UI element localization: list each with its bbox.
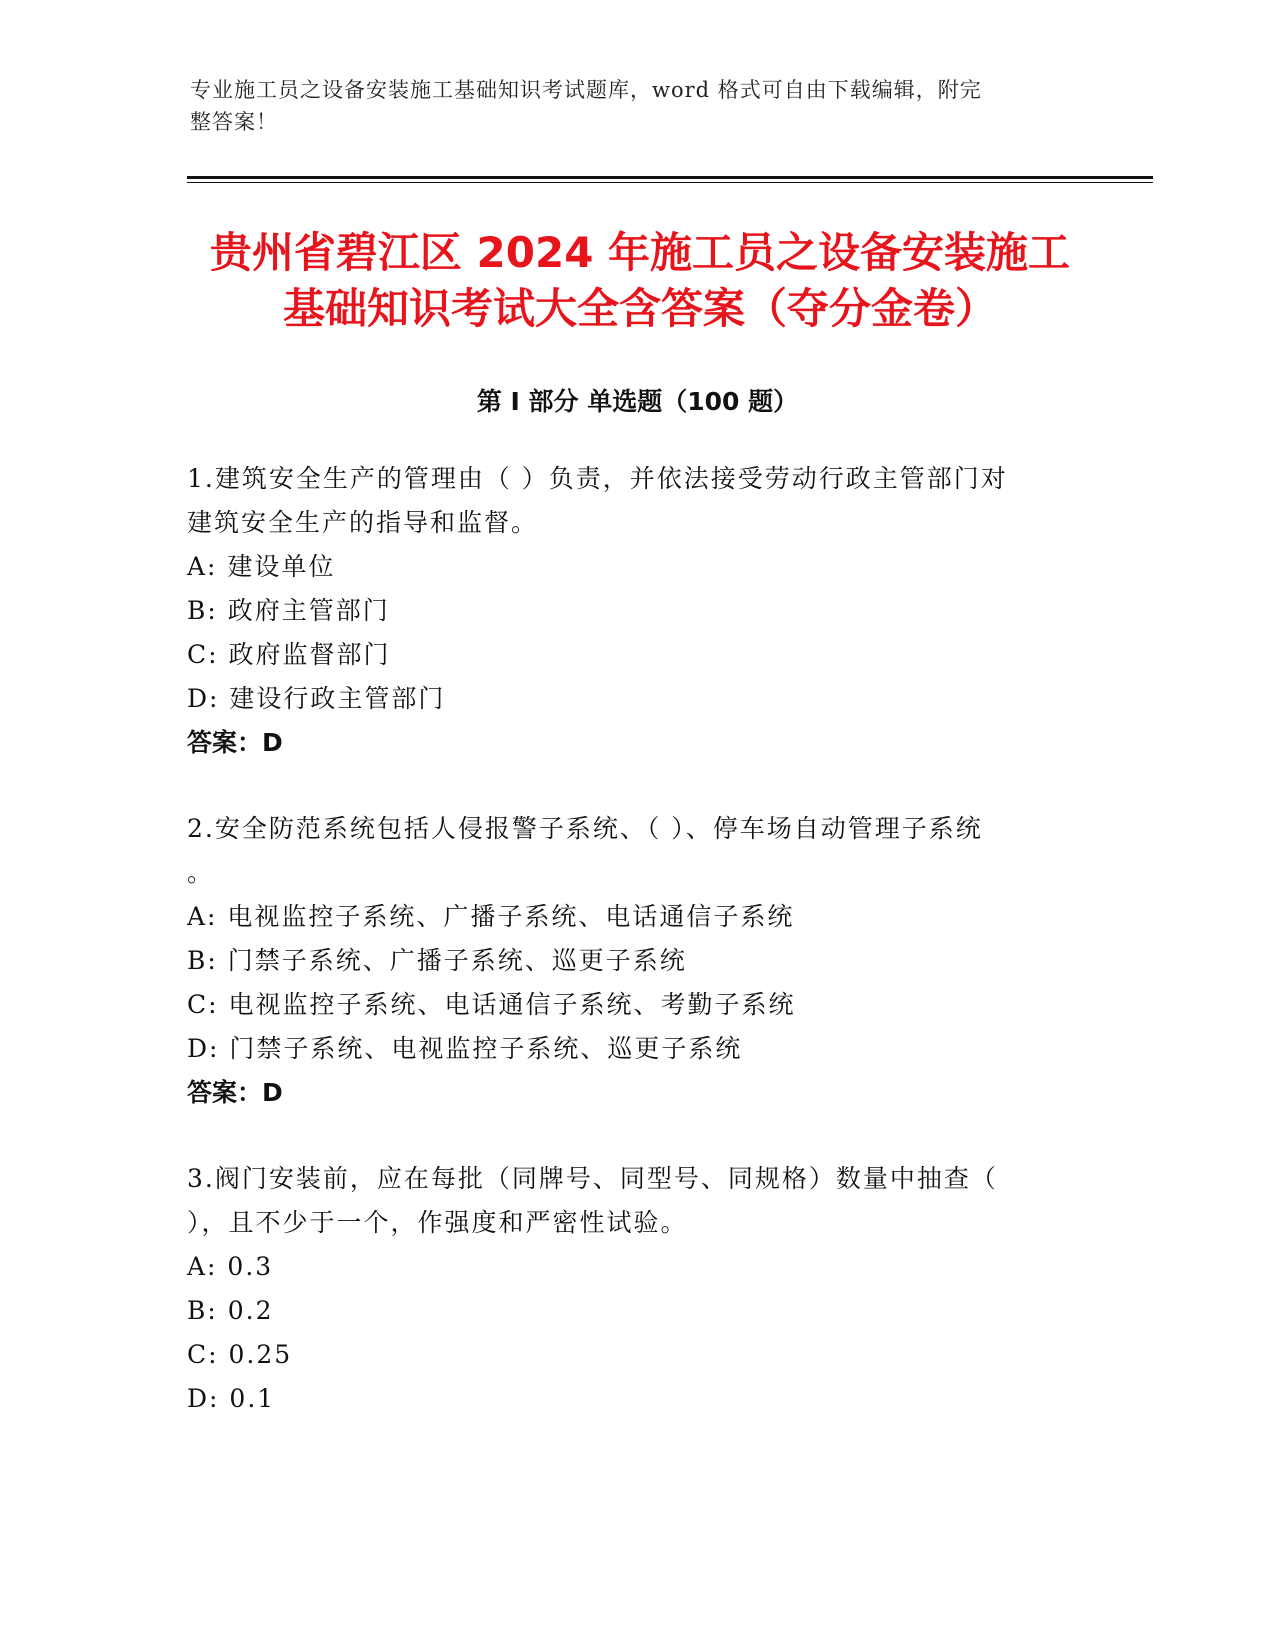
header-divider-thin	[187, 182, 1153, 183]
document-title	[160, 225, 1120, 337]
header-note-line-2: 整答案！	[190, 110, 278, 134]
header-note	[190, 74, 1070, 138]
question-2-answer: 答案：D	[187, 1078, 283, 1107]
question-3-option-a: A: 0.3	[187, 1252, 274, 1281]
question-3-option-d: D: 0.1	[187, 1384, 276, 1413]
header-divider-thick	[187, 176, 1153, 179]
question-2-option-b: B: 门禁子系统、广播子系统、巡更子系统	[187, 946, 687, 975]
question-3-stem-line-2: ），且不少于一个，作强度和严密性试验。	[187, 1208, 688, 1237]
question-1-option-c: C: 政府监督部门	[187, 640, 391, 669]
section-heading: 第 I 部分 单选题（100 题）	[476, 387, 799, 416]
question-3-stem-line-1: 3.阀门安装前，应在每批（同牌号、同型号、同规格）数量中抽查（	[187, 1164, 998, 1193]
question-1-option-a: A: 建设单位	[187, 552, 336, 581]
question-2-stem-line-2: 。	[187, 858, 215, 887]
document-title-line-1: 贵州省碧江区 2024 年施工员之设备安装施工	[209, 228, 1071, 277]
question-1-stem-line-1: 1.建筑安全生产的管理由（ ）负责，并依法接受劳动行政主管部门对	[187, 464, 1008, 493]
question-2-option-c: C: 电视监控子系统、电话通信子系统、考勤子系统	[187, 990, 796, 1019]
question-1-stem-line-2: 建筑安全生产的指导和监督。	[187, 508, 539, 537]
question-2-stem-line-1: 2.安全防范系统包括人侵报警子系统、（ ）、停车场自动管理子系统	[187, 814, 983, 843]
question-2-option-d: D: 门禁子系统、电视监控子系统、巡更子系统	[187, 1034, 743, 1063]
document-title-line-2: 基础知识考试大全含答案（夺分金卷）	[282, 284, 997, 333]
question-1-answer: 答案：D	[187, 728, 283, 757]
question-3-option-b: B: 0.2	[187, 1296, 274, 1325]
question-1-option-b: B: 政府主管部门	[187, 596, 390, 625]
header-note-line-1: 专业施工员之设备安装施工基础知识考试题库，word 格式可自由下载编辑，附完	[190, 78, 982, 102]
question-1-option-d: D: 建设行政主管部门	[187, 684, 446, 713]
question-3-option-c: C: 0.25	[187, 1340, 293, 1369]
question-2-option-a: A: 电视监控子系统、广播子系统、电话通信子系统	[187, 902, 795, 931]
